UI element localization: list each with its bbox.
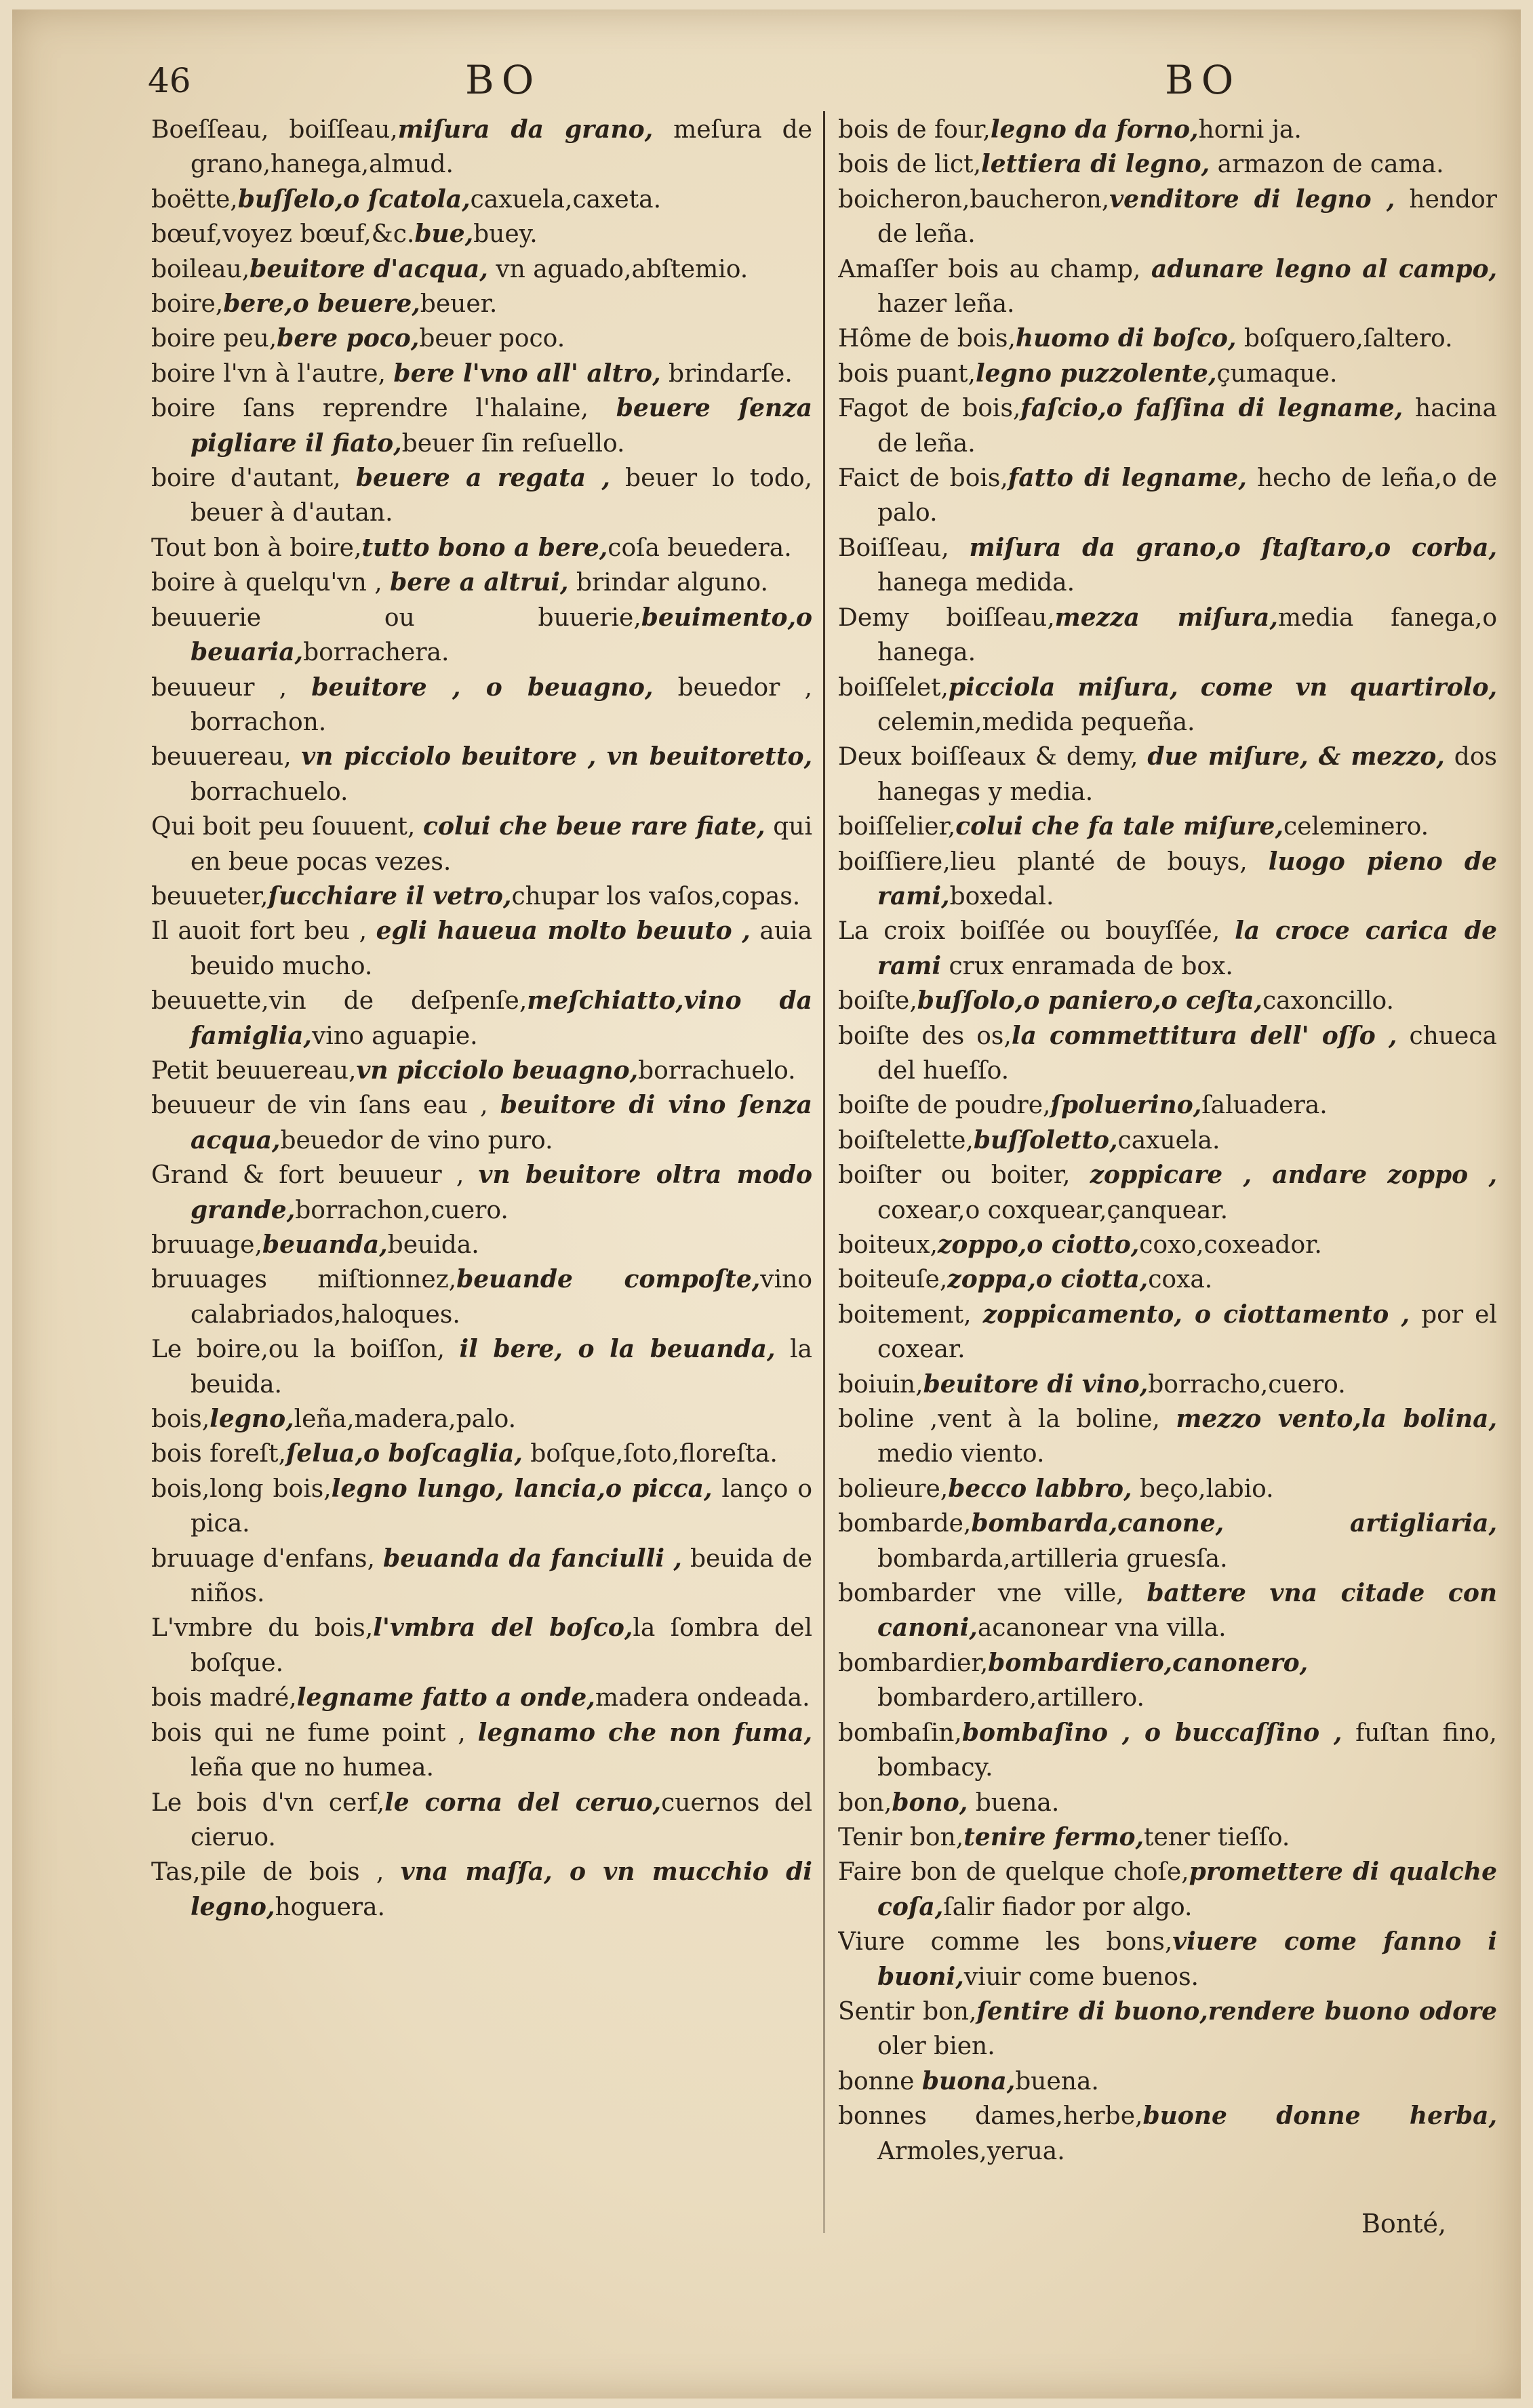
- spanish-gloss: armazon de cama.: [1210, 150, 1444, 179]
- dictionary-entry: [838, 1786, 1497, 1820]
- dictionary-entry: [838, 1646, 1497, 1716]
- dictionary-entry: [838, 1228, 1497, 1262]
- dictionary-entry: [838, 2099, 1497, 2169]
- french-headword: bombarder vne ville,: [838, 1580, 1147, 1608]
- french-headword: boëtte,: [151, 185, 238, 214]
- spanish-gloss: boxedal.: [949, 882, 1054, 910]
- spanish-gloss: buena.: [968, 1788, 1060, 1817]
- dictionary-entry: [151, 1262, 812, 1332]
- dictionary-entry: [838, 1994, 1497, 2064]
- spanish-gloss: beuer ſin reſuello.: [401, 429, 625, 458]
- italian-gloss: mezza miſura,: [1054, 603, 1278, 632]
- italian-gloss: bere l'vno all' altro,: [393, 359, 661, 388]
- spanish-gloss: borrachuelo.: [638, 1056, 796, 1085]
- dictionary-entry: [151, 1402, 812, 1437]
- italian-gloss: la commettitura dell' oſſo ,: [1011, 1021, 1397, 1050]
- dictionary-entry: [838, 2064, 1497, 2099]
- spanish-gloss: brindarſe.: [660, 359, 793, 388]
- french-headword: bois madré,: [151, 1684, 297, 1712]
- spanish-gloss: ſaluadera.: [1201, 1091, 1328, 1120]
- spanish-gloss: caxoncillo.: [1262, 987, 1394, 1016]
- dictionary-entry: [838, 1262, 1497, 1297]
- french-headword: bruuage,: [151, 1231, 262, 1259]
- italian-gloss: buſſelo,o ſcatola,: [237, 184, 471, 214]
- french-headword: boitement,: [838, 1300, 983, 1329]
- dictionary-entry: [151, 1542, 812, 1611]
- spanish-gloss: leña,madera,palo.: [294, 1405, 517, 1434]
- italian-gloss: zoppicamento, o ciottamento ,: [982, 1300, 1410, 1329]
- italian-gloss: picciola miſura, come vn quartirolo,: [948, 673, 1497, 702]
- dictionary-entry: [151, 182, 812, 217]
- dictionary-entry: [838, 1576, 1497, 1646]
- french-headword: boiſtelette,: [838, 1126, 974, 1155]
- spanish-gloss: coſa beuedera.: [608, 534, 792, 562]
- running-head-right: BO: [1165, 57, 1241, 103]
- french-headword: boire à quelqu'vn ,: [151, 569, 391, 597]
- spanish-gloss: meſura de grano,hanega,almud.: [191, 116, 812, 179]
- italian-gloss: zoppo,o ciotto,: [937, 1230, 1140, 1259]
- dictionary-entry: [151, 879, 812, 914]
- spanish-gloss: beço,labio.: [1132, 1474, 1274, 1503]
- spanish-gloss: vino calabriados,haloques.: [191, 1266, 812, 1329]
- italian-gloss: vna maſſa, o vn mucchio di legno,: [191, 1858, 812, 1921]
- french-headword: boileau,: [151, 255, 250, 283]
- french-headword: boiſſelier,: [838, 813, 956, 841]
- italian-gloss: huomo di boſco,: [1015, 324, 1237, 353]
- dictionary-entry: [838, 147, 1497, 182]
- spanish-gloss: tener tieſſo.: [1144, 1823, 1290, 1851]
- italian-gloss: bue,: [414, 220, 474, 249]
- dictionary-entry: [151, 461, 812, 531]
- dictionary-entry: [838, 182, 1497, 252]
- french-headword: boire,: [151, 290, 224, 319]
- spanish-gloss: cuernos del cieruo.: [191, 1788, 812, 1851]
- spanish-gloss: hazer leña.: [877, 290, 1015, 319]
- dictionary-entry: [151, 1228, 812, 1262]
- italian-gloss: vn picciolo beuitore , vn beuitoretto,: [301, 742, 812, 771]
- french-headword: Boiſſeau,: [838, 534, 970, 562]
- italian-gloss: bombardiero,canonero,: [988, 1648, 1309, 1677]
- french-headword: bois foreſt,: [151, 1440, 286, 1468]
- spanish-gloss: hanega medida.: [877, 569, 1075, 597]
- spanish-gloss: la beuida.: [191, 1336, 812, 1399]
- dictionary-entry: [838, 1298, 1497, 1367]
- italian-gloss: lettiera di legno,: [981, 150, 1210, 179]
- italian-gloss: due miſure, & mezzo,: [1147, 742, 1445, 771]
- dictionary-entry: [151, 1716, 812, 1786]
- italian-gloss: mezzo vento,la bolina,: [1176, 1405, 1497, 1434]
- spanish-gloss: buey.: [473, 220, 538, 249]
- book-page: [12, 9, 1521, 2399]
- spanish-gloss: coxa.: [1148, 1266, 1213, 1294]
- spanish-gloss: coxear,o coxquear,çanquear.: [877, 1196, 1229, 1224]
- italian-gloss: tenire fermo,: [963, 1822, 1144, 1851]
- italian-gloss: faſcio,o faſſina di legname,: [1020, 394, 1403, 423]
- french-headword: Hôme de bois,: [838, 325, 1016, 353]
- italian-gloss: adunare legno al campo,: [1151, 254, 1497, 283]
- dictionary-entry: [151, 1088, 812, 1158]
- italian-gloss: beuanda,: [262, 1230, 388, 1259]
- italian-gloss: promettere di qualche coſa,: [877, 1858, 1497, 1921]
- spanish-gloss: hendor de leña.: [877, 185, 1497, 249]
- dictionary-entry: [151, 287, 812, 321]
- italian-gloss: l'vmbra del boſco,: [373, 1613, 633, 1643]
- dictionary-entry: [838, 1472, 1497, 1506]
- spanish-gloss: dos hanegas y media.: [877, 743, 1497, 806]
- spanish-gloss: boſque,ſoto,floreſta.: [522, 1440, 778, 1468]
- spanish-gloss: borrachuelo.: [191, 778, 349, 806]
- dictionary-entry: [151, 113, 812, 182]
- spanish-gloss: chupar los vaſos,copas.: [511, 882, 801, 910]
- italian-gloss: bere a altrui,: [390, 568, 569, 597]
- dictionary-entry: [151, 531, 812, 565]
- french-headword: boiuin,: [838, 1370, 923, 1399]
- right-column: [838, 113, 1497, 2370]
- dictionary-entry: [838, 1088, 1497, 1123]
- dictionary-entry: [151, 1611, 812, 1681]
- spanish-gloss: hecho de leña,o de palo.: [877, 464, 1497, 527]
- dictionary-entry: [838, 1506, 1497, 1576]
- french-headword: Tout bon à boire,: [151, 534, 362, 562]
- french-headword: boire d'autant,: [151, 464, 356, 493]
- italian-gloss: beuere ſenza pigliare il fiato,: [191, 394, 812, 458]
- italian-gloss: buſſoletto,: [973, 1125, 1118, 1155]
- spanish-gloss: fuſtan fino, bombacy.: [877, 1719, 1497, 1782]
- spanish-gloss: oler bien.: [877, 2032, 995, 2061]
- french-headword: boiſte,: [838, 987, 917, 1016]
- dictionary-entry: [838, 984, 1497, 1018]
- spanish-gloss: bombarda,artilleria gruesſa.: [877, 1544, 1228, 1573]
- italian-gloss: beuere a regata ,: [355, 464, 610, 493]
- italian-gloss: legno lungo, lancia,o picca,: [331, 1474, 713, 1503]
- french-headword: boiſter ou boiter,: [838, 1161, 1090, 1190]
- dictionary-entry: [838, 321, 1497, 356]
- italian-gloss: venditore di legno ,: [1109, 184, 1395, 214]
- italian-gloss: beuitore d'acqua,: [250, 254, 488, 283]
- french-headword: bonnes dames,herbe,: [838, 2102, 1143, 2131]
- french-headword: bolieure,: [838, 1474, 949, 1503]
- spanish-gloss: beuedor , borrachon.: [191, 673, 812, 736]
- french-headword: boiſte de poudre,: [838, 1091, 1051, 1120]
- italian-gloss: zoppicare , andare zoppo ,: [1090, 1161, 1497, 1190]
- spanish-gloss: lanço o pica.: [191, 1474, 812, 1538]
- dictionary-entry: [838, 113, 1497, 147]
- spanish-gloss: por el coxear.: [877, 1300, 1497, 1364]
- dictionary-entry: [838, 357, 1497, 391]
- running-head-left: BO: [465, 57, 541, 103]
- italian-gloss: viuere come fanno i buoni,: [877, 1927, 1497, 1991]
- french-headword: beuuereau,: [151, 743, 302, 771]
- spanish-gloss: beuer.: [420, 290, 498, 319]
- italian-gloss: ſelua,o boſcaglia,: [285, 1439, 523, 1468]
- spanish-gloss: qui en beue pocas vezes.: [191, 813, 812, 876]
- italian-gloss: egli haueua molto beuuto ,: [376, 917, 751, 946]
- dictionary-entry: [151, 1332, 812, 1402]
- french-headword: beuuerie ou buuerie,: [151, 603, 641, 632]
- french-headword: bruuages miſtionnez,: [151, 1266, 457, 1294]
- spanish-gloss: auia beuido mucho.: [191, 917, 812, 980]
- italian-gloss: bere poco,: [277, 324, 420, 353]
- spanish-gloss: bombardero,artillero.: [877, 1684, 1144, 1712]
- spanish-gloss: acanonear vna villa.: [977, 1614, 1227, 1643]
- french-headword: bœuf,voyez bœuf,&c.: [151, 220, 415, 249]
- dictionary-entry: [151, 809, 812, 879]
- french-headword: Tenir bon,: [838, 1823, 964, 1851]
- spanish-gloss: celemin,medida pequeña.: [877, 708, 1195, 736]
- italian-gloss: legnamo che non fuma,: [477, 1718, 812, 1747]
- french-headword: Boeſſeau, boiſſeau,: [151, 116, 398, 144]
- french-headword: Tas,pile de bois ,: [151, 1858, 401, 1887]
- italian-gloss: il bere, o la beuanda,: [459, 1335, 776, 1364]
- dictionary-entry: [151, 217, 812, 252]
- dictionary-entry: [151, 984, 812, 1054]
- dictionary-entry: [151, 1472, 812, 1542]
- french-headword: boiteux,: [838, 1231, 938, 1259]
- french-headword: boiſſiere,lieu planté de bouys,: [838, 847, 1269, 876]
- dictionary-entry: [151, 1855, 812, 1925]
- dictionary-entry: [151, 391, 812, 461]
- french-headword: bombaſin,: [838, 1719, 962, 1747]
- italian-gloss: legno,: [210, 1405, 294, 1434]
- dictionary-entry: [151, 252, 812, 287]
- spanish-gloss: viuir come buenos.: [963, 1963, 1199, 1991]
- italian-gloss: miſura da grano,: [397, 115, 654, 144]
- italian-gloss: legno puzzolente,: [975, 359, 1217, 388]
- dictionary-entry: [838, 391, 1497, 461]
- dictionary-entry: [151, 565, 812, 600]
- italian-gloss: colui che fa tale miſure,: [955, 812, 1283, 841]
- italian-gloss: bono,: [892, 1788, 968, 1817]
- french-headword: Le boire,ou la boiſſon,: [151, 1336, 460, 1364]
- spanish-gloss: chueca del hueſſo.: [877, 1022, 1497, 1085]
- dictionary-entry: [151, 914, 812, 984]
- spanish-gloss: leña que no humea.: [191, 1754, 434, 1782]
- italian-gloss: legname fatto a onde,: [296, 1683, 595, 1712]
- spanish-gloss: ſalir fiador por algo.: [943, 1893, 1193, 1921]
- dictionary-entry: [838, 1123, 1497, 1158]
- french-headword: Petit beuuereau,: [151, 1056, 357, 1085]
- french-headword: bombardier,: [838, 1649, 989, 1677]
- french-headword: bois qui ne fume point ,: [151, 1719, 478, 1747]
- french-headword: boicheron,baucheron,: [838, 185, 1110, 214]
- french-headword: Faict de bois,: [838, 464, 1008, 493]
- dictionary-entry: [838, 1367, 1497, 1402]
- italian-gloss: meſchiatto,vino da famiglia,: [191, 986, 812, 1050]
- spanish-gloss: Armoles,yerua.: [877, 2137, 1065, 2165]
- italian-gloss: legno da forno,: [990, 115, 1199, 144]
- french-headword: Demy boiſſeau,: [838, 603, 1055, 632]
- spanish-gloss: coxo,coxeador.: [1139, 1231, 1322, 1259]
- spanish-gloss: caxuela,caxeta.: [470, 185, 662, 214]
- spanish-gloss: brindar alguno.: [568, 569, 768, 597]
- spanish-gloss: horni ja.: [1198, 116, 1302, 144]
- french-headword: bois,long bois,: [151, 1474, 332, 1503]
- dictionary-entry: [838, 1019, 1497, 1089]
- italian-gloss: buſſolo,o paniero,o ceſta,: [917, 986, 1262, 1016]
- italian-gloss: miſura da grano,o ſtaſtaro,o corba,: [969, 533, 1497, 562]
- spanish-gloss: vn aguado,abſtemio.: [487, 255, 749, 283]
- spanish-gloss: la ſombra del boſque.: [191, 1614, 812, 1677]
- italian-gloss: le corna del ceruo,: [384, 1788, 662, 1817]
- dictionary-entry: [838, 1925, 1497, 1994]
- italian-gloss: vn picciolo beuagno,: [356, 1056, 639, 1085]
- spanish-gloss: beuida.: [387, 1231, 479, 1259]
- dictionary-entry: [151, 1437, 812, 1471]
- dictionary-entry: [838, 670, 1497, 740]
- dictionary-entry: [838, 1716, 1497, 1786]
- french-headword: bruuage d'enfans,: [151, 1544, 384, 1573]
- french-headword: Faire bon de quelque choſe,: [838, 1858, 1189, 1887]
- italian-gloss: fatto di legname,: [1008, 464, 1247, 493]
- spanish-gloss: crux enramada de box.: [941, 952, 1233, 980]
- french-headword: La croix boiſſée ou bouyſſée,: [838, 917, 1235, 946]
- french-headword: Viure comme les bons,: [838, 1928, 1173, 1956]
- dictionary-entry: [838, 531, 1497, 601]
- spanish-gloss: boſquero,ſaltero.: [1236, 325, 1453, 353]
- running-head: [12, 52, 1521, 113]
- column-rule: [823, 111, 825, 2233]
- italian-gloss: beuitore di vino,: [923, 1369, 1149, 1399]
- italian-gloss: bombarda,canone, artigliaria,: [971, 1509, 1497, 1538]
- french-headword: bon,: [838, 1788, 892, 1817]
- spanish-gloss: çumaque.: [1216, 359, 1338, 388]
- spanish-gloss: beuedor de vino puro.: [280, 1126, 553, 1155]
- spanish-gloss: media fanega,o hanega.: [877, 603, 1497, 667]
- french-headword: boire peu,: [151, 325, 277, 353]
- catchword: Bonté,: [1361, 2209, 1447, 2239]
- french-headword: beuueur de vin ſans eau ,: [151, 1091, 500, 1120]
- italian-gloss: zoppa,o ciotta,: [947, 1265, 1149, 1294]
- italian-gloss: bere,o beuere,: [223, 289, 420, 319]
- french-headword: boline ,vent à la boline,: [838, 1405, 1176, 1434]
- italian-gloss: la croce carica de rami: [877, 917, 1497, 980]
- spanish-gloss: beuida de niños.: [191, 1544, 812, 1608]
- french-headword: bois,: [151, 1405, 210, 1434]
- french-headword: bois de lict,: [838, 150, 982, 179]
- spanish-gloss: hoguera.: [275, 1893, 385, 1921]
- french-headword: Le bois d'vn cerf,: [151, 1788, 385, 1817]
- italian-gloss: ſentire di buono,rendere buono odore: [976, 1996, 1497, 2026]
- french-headword: bombarde,: [838, 1510, 972, 1538]
- spanish-gloss: caxuela.: [1117, 1126, 1220, 1155]
- french-headword: Sentir bon,: [838, 1997, 977, 2026]
- italian-gloss: vn beuitore oltra modo grande,: [191, 1161, 812, 1224]
- dictionary-entry: [151, 601, 812, 670]
- french-headword: beuuette,vin de deſpenſe,: [151, 987, 527, 1016]
- italian-gloss: colui che beue rare fiate,: [423, 812, 765, 841]
- french-headword: beuueter,: [151, 882, 268, 910]
- spanish-gloss: madera ondeada.: [595, 1684, 810, 1712]
- french-headword: bois de four,: [838, 116, 991, 144]
- french-headword: bois puant,: [838, 359, 976, 388]
- italian-gloss: tutto bono a bere,: [361, 533, 608, 562]
- french-headword: beuueur ,: [151, 673, 312, 702]
- dictionary-entry: [838, 1855, 1497, 1925]
- french-headword: Qui boit peu ſouuent,: [151, 813, 424, 841]
- french-headword: bonne: [838, 2067, 922, 2095]
- dictionary-entry: [838, 461, 1497, 531]
- italian-gloss: luogo pieno de rami,: [877, 847, 1497, 910]
- dictionary-entry: [838, 845, 1497, 915]
- dictionary-entry: [151, 1786, 812, 1855]
- spanish-gloss: beuer lo todo, beuer à d'autan.: [191, 464, 812, 527]
- dictionary-entry: [151, 321, 812, 356]
- spanish-gloss: celeminero.: [1283, 813, 1429, 841]
- dictionary-entry: [151, 357, 812, 391]
- italian-gloss: buone donne herba,: [1142, 2102, 1497, 2131]
- spanish-gloss: vino aguapie.: [311, 1022, 478, 1050]
- french-headword: boire l'vn à l'autre,: [151, 359, 394, 388]
- spanish-gloss: borrachon,cuero.: [295, 1196, 509, 1224]
- italian-gloss: beuanda da fanciulli ,: [383, 1544, 682, 1573]
- french-headword: Grand & fort beuueur ,: [151, 1161, 479, 1190]
- italian-gloss: beuitore di vino ſenza acqua,: [191, 1091, 812, 1155]
- spanish-gloss: borracho,cuero.: [1148, 1370, 1346, 1399]
- dictionary-entry: [838, 1820, 1497, 1855]
- dictionary-entry: [838, 601, 1497, 670]
- french-headword: boiteuſe,: [838, 1266, 948, 1294]
- dictionary-entry: [151, 1158, 812, 1228]
- french-headword: L'vmbre du bois,: [151, 1614, 374, 1643]
- dictionary-entry: [838, 809, 1497, 844]
- french-headword: boiſſelet,: [838, 673, 949, 702]
- dictionary-entry: [151, 740, 812, 809]
- dictionary-entry: [838, 740, 1497, 809]
- italian-gloss: ſpoluerino,: [1050, 1091, 1202, 1120]
- french-headword: Fagot de bois,: [838, 395, 1021, 423]
- dictionary-entry: [838, 1402, 1497, 1472]
- french-headword: Amaſſer bois au champ,: [838, 255, 1151, 283]
- dictionary-entry: [151, 1054, 812, 1088]
- dictionary-entry: [838, 252, 1497, 322]
- dictionary-entry: [151, 1681, 812, 1715]
- french-headword: Il auoit fort beu ,: [151, 917, 376, 946]
- italian-gloss: becco labbro,: [948, 1474, 1132, 1503]
- italian-gloss: buona,: [921, 2066, 1016, 2095]
- spanish-gloss: hacina de leña.: [877, 395, 1497, 458]
- dictionary-entry: [838, 914, 1497, 984]
- left-column: [151, 113, 812, 2370]
- dictionary-entry: [838, 1158, 1497, 1228]
- italian-gloss: beuimento,o beuaria,: [191, 603, 812, 667]
- spanish-gloss: borrachera.: [303, 639, 450, 667]
- italian-gloss: bombaſino , o buccaſſino ,: [961, 1718, 1342, 1747]
- french-headword: Deux boiſſeaux & demy,: [838, 743, 1148, 771]
- french-headword: boiſte des os,: [838, 1022, 1012, 1050]
- spanish-gloss: beuer poco.: [419, 325, 565, 353]
- italian-gloss: beuande compoſte,: [456, 1265, 761, 1294]
- italian-gloss: beuitore , o beuagno,: [311, 673, 654, 702]
- page-number: 46: [148, 61, 191, 100]
- french-headword: boire ſans reprendre l'halaine,: [151, 395, 616, 423]
- spanish-gloss: medio viento.: [877, 1440, 1045, 1468]
- dictionary-entry: [151, 670, 812, 740]
- spanish-gloss: buena.: [1015, 2067, 1099, 2095]
- italian-gloss: battere vna citade con canoni,: [877, 1579, 1497, 1643]
- italian-gloss: ſucchiare il vetro,: [268, 881, 512, 910]
